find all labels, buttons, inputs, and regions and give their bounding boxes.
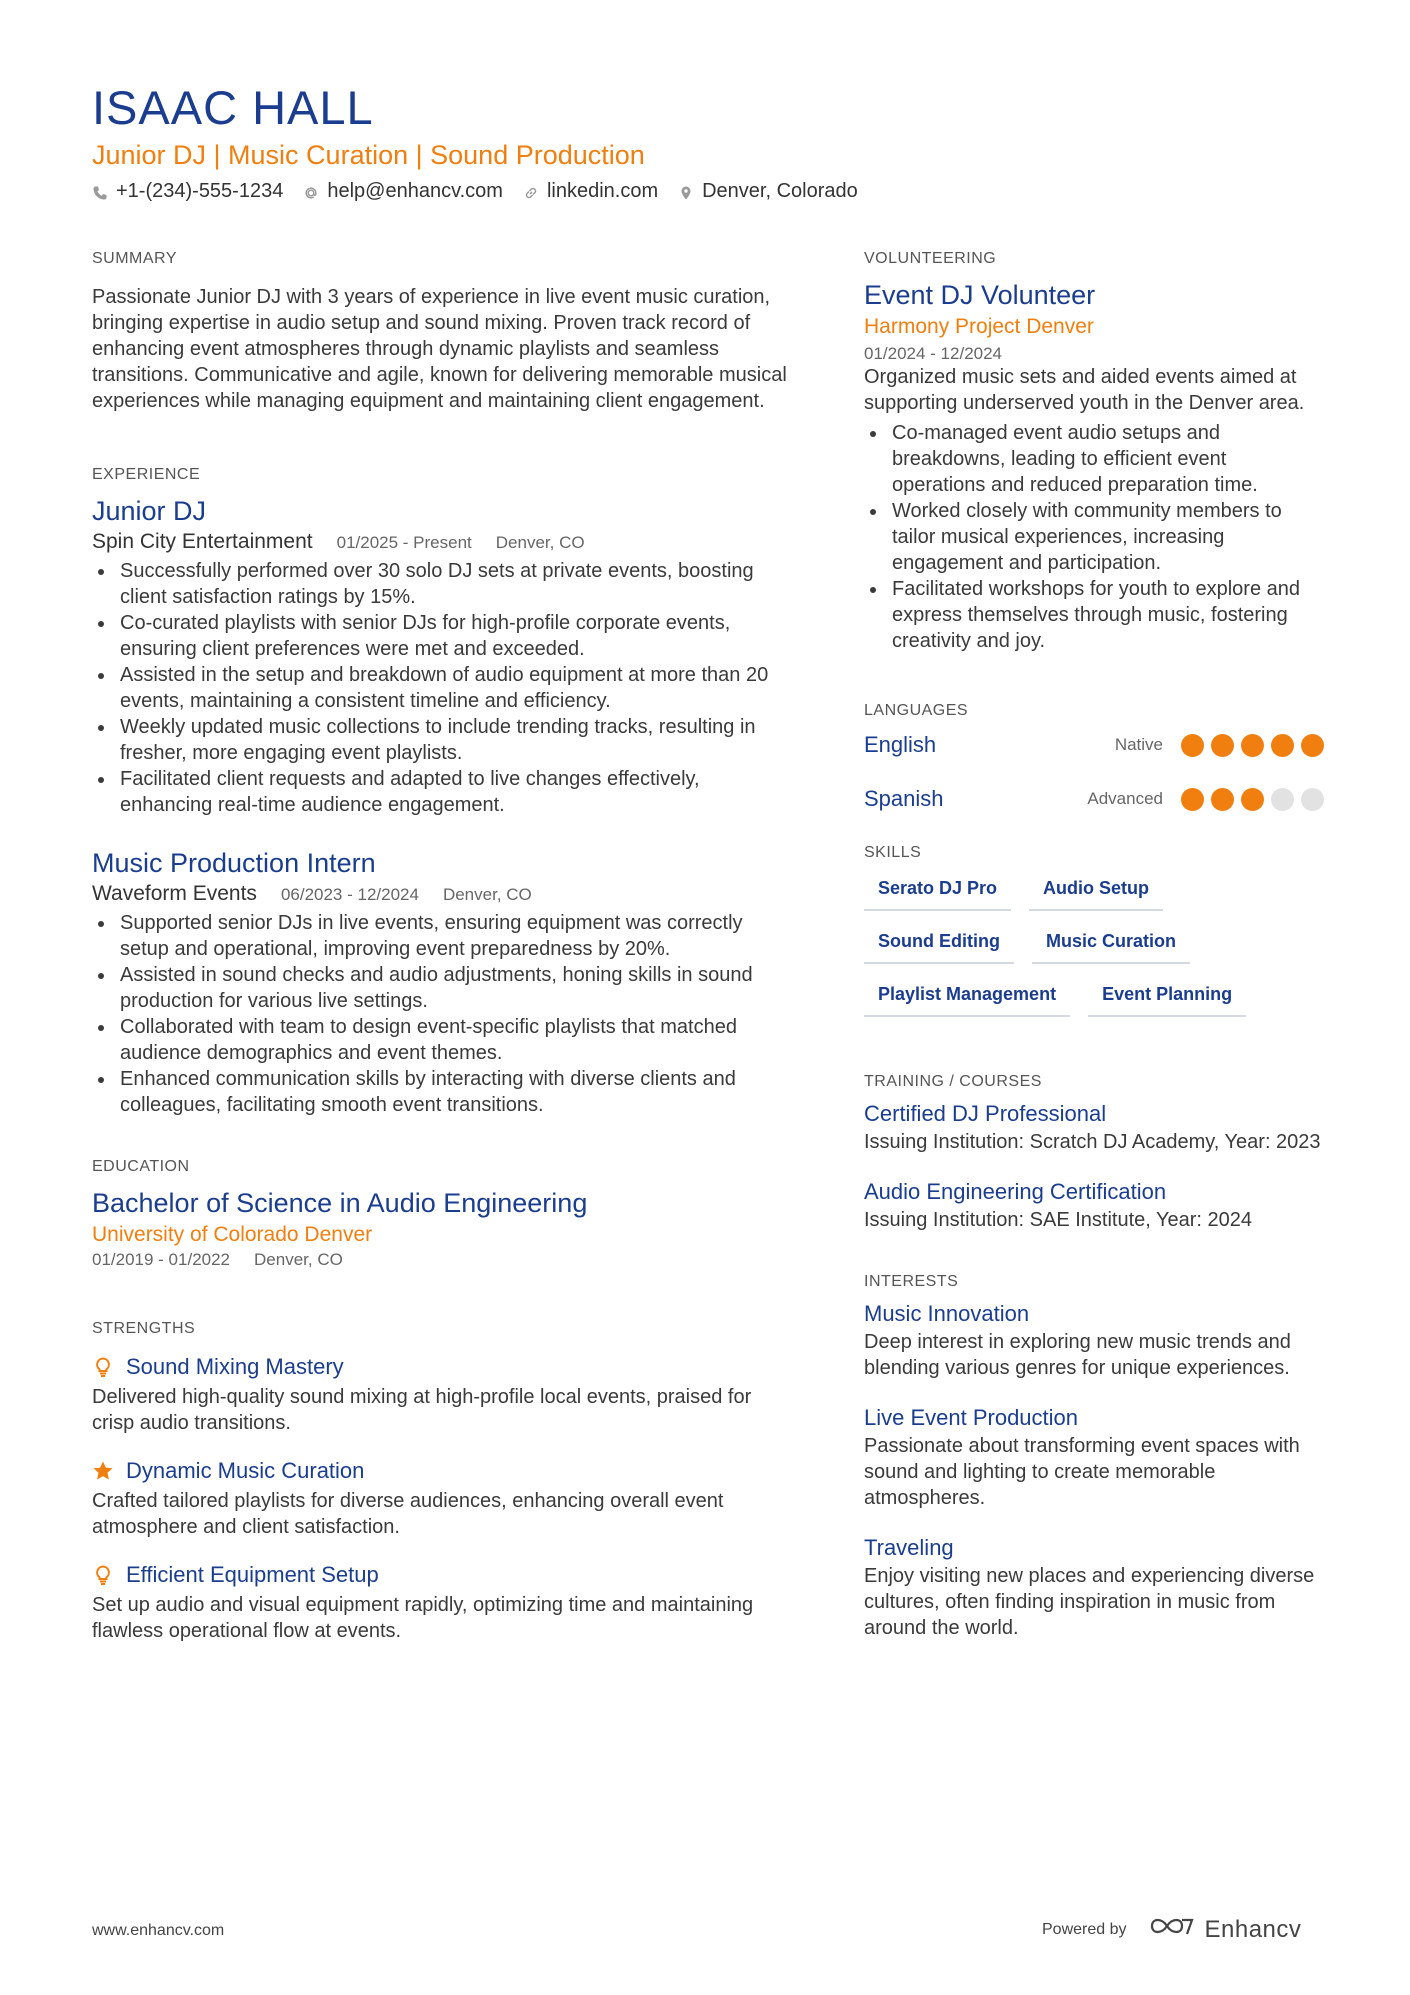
section-title-summary: SUMMARY bbox=[92, 250, 177, 267]
section-title-interests: INTERESTS bbox=[864, 1273, 959, 1290]
contact-linkedin-text: linkedin.com bbox=[546, 180, 659, 202]
rating-dot-filled bbox=[1181, 788, 1204, 811]
bullet-item: Worked closely with community members to tailor musical experiences, increasing engagement and participation. bbox=[864, 498, 1324, 576]
bullet-item: Supported senior DJs in live events, ensuring equipment was correctly setup and operational, improving event preparedness by 20%. bbox=[92, 910, 792, 962]
lightbulb-icon bbox=[92, 1564, 114, 1586]
bullet-item: Co-curated playlists with senior DJs for high-profile corporate events, ensuring client preferences were met and exceeded. bbox=[92, 610, 792, 662]
strength-title: Efficient Equipment Setup bbox=[126, 1562, 379, 1587]
volunteer-dates: 01/2024 - 12/2024 bbox=[864, 344, 1003, 363]
strength-title: Sound Mixing Mastery bbox=[126, 1354, 344, 1379]
contact-row bbox=[92, 180, 858, 203]
strength-text: Set up audio and visual equipment rapidly, optimizing time and maintaining flawless operational flow at events. bbox=[92, 1594, 754, 1642]
rating-dot-filled bbox=[1271, 734, 1294, 757]
strength-item bbox=[92, 1562, 792, 1644]
section-title-strengths: STRENGTHS bbox=[92, 1320, 196, 1337]
summary-section bbox=[92, 250, 792, 414]
interest-title: Music Innovation bbox=[864, 1301, 1030, 1326]
footer-branding bbox=[1042, 1912, 1301, 1947]
section-title-languages: LANGUAGES bbox=[864, 702, 969, 719]
bullet-item: Enhanced communication skills by interacting with diverse clients and colleagues, facilitating smooth event transitions. bbox=[92, 1066, 792, 1118]
job-bullets bbox=[92, 910, 792, 1118]
training-text: Issuing Institution: Scratch DJ Academy, Year: 2023 bbox=[864, 1131, 1321, 1153]
training-section bbox=[864, 1073, 1324, 1233]
skill-tag: Music Curation bbox=[1032, 931, 1190, 964]
headline: Junior DJ | Music Curation | Sound Production bbox=[92, 140, 645, 170]
strength-text: Delivered high-quality sound mixing at high-profile local events, praised for crisp audio transitions. bbox=[92, 1386, 752, 1434]
skill-tag: Event Planning bbox=[1088, 984, 1246, 1017]
languages-section bbox=[864, 702, 1324, 816]
bullet-item: Co-managed event audio setups and breakdowns, leading to efficient event operations and reduced preparation time. bbox=[864, 420, 1324, 498]
interest-item bbox=[864, 1533, 1324, 1641]
brand-name: Enhancv bbox=[1204, 1915, 1302, 1943]
strength-header bbox=[92, 1562, 792, 1588]
strengths-section bbox=[92, 1320, 792, 1644]
contact-linkedin[interactable] bbox=[523, 180, 658, 203]
rating-dot-filled bbox=[1211, 734, 1234, 757]
volunteer-role: Event DJ Volunteer bbox=[864, 280, 1096, 310]
job-location: Denver, CO bbox=[495, 533, 585, 552]
bullet-item: Assisted in the setup and breakdown of audio equipment at more than 20 events, maintaining a consistent timeline and efficiency. bbox=[92, 662, 792, 714]
training-item bbox=[864, 1099, 1324, 1155]
bullet-item: Facilitated workshops for youth to explore and express themselves through music, fostering creativity and joy. bbox=[864, 576, 1324, 654]
bullet-item: Weekly updated music collections to include trending tracks, resulting in fresher, more engaging event playlists. bbox=[92, 714, 792, 766]
skills-section bbox=[864, 844, 1324, 1017]
rating-dot-empty bbox=[1301, 788, 1324, 811]
contact-location bbox=[678, 180, 858, 203]
experience-entry bbox=[92, 494, 792, 818]
language-rating bbox=[1181, 734, 1324, 757]
job-bullets bbox=[92, 558, 792, 818]
language-level: Native bbox=[1114, 735, 1163, 754]
bullet-item: Collaborated with team to design event-specific playlists that matched audience demographics and event themes. bbox=[92, 1014, 792, 1066]
right-column bbox=[864, 250, 1324, 1687]
footer-website[interactable]: www.enhancv.com bbox=[92, 1922, 225, 1939]
rating-dot-filled bbox=[1181, 734, 1204, 757]
company-name: Spin City Entertainment bbox=[92, 530, 313, 553]
section-title-skills: SKILLS bbox=[864, 844, 922, 861]
education-section bbox=[92, 1158, 792, 1270]
rating-dot-empty bbox=[1271, 788, 1294, 811]
bullet-item: Successfully performed over 30 solo DJ sets at private events, boosting client satisfaction ratings by 15%. bbox=[92, 558, 792, 610]
section-title-experience: EXPERIENCE bbox=[92, 466, 201, 483]
training-title: Certified DJ Professional bbox=[864, 1101, 1107, 1126]
bullet-item: Assisted in sound checks and audio adjustments, honing skills in sound production for various live settings. bbox=[92, 962, 792, 1014]
language-name: English bbox=[864, 732, 937, 757]
language-level: Advanced bbox=[1087, 789, 1163, 808]
volunteer-description: Organized music sets and aided events aimed at supporting underserved youth in the Denver area. bbox=[864, 366, 1305, 414]
training-title: Audio Engineering Certification bbox=[864, 1179, 1167, 1204]
section-title-volunteering: VOLUNTEERING bbox=[864, 250, 997, 267]
strength-title: Dynamic Music Curation bbox=[126, 1458, 365, 1483]
language-item bbox=[864, 782, 1324, 816]
candidate-name: ISAAC HALL bbox=[92, 81, 374, 134]
education-meta bbox=[92, 1250, 792, 1270]
skill-tag: Audio Setup bbox=[1029, 878, 1163, 911]
brand-logo[interactable] bbox=[1149, 1912, 1302, 1947]
language-item bbox=[864, 728, 1324, 762]
rating-dot-filled bbox=[1241, 734, 1264, 757]
job-dates: 01/2025 - Present bbox=[336, 533, 472, 552]
rating-dot-filled bbox=[1211, 788, 1234, 811]
company-name: Waveform Events bbox=[92, 882, 257, 905]
contact-phone[interactable] bbox=[92, 180, 283, 203]
school-name: University of Colorado Denver bbox=[92, 1223, 373, 1246]
job-meta bbox=[92, 882, 792, 906]
interest-title: Traveling bbox=[864, 1535, 954, 1560]
powered-by-label: Powered by bbox=[1042, 1920, 1127, 1938]
interests-section bbox=[864, 1273, 1324, 1641]
job-dates: 06/2023 - 12/2024 bbox=[280, 885, 419, 904]
interest-item bbox=[864, 1403, 1324, 1511]
rating-dot-filled bbox=[1241, 788, 1264, 811]
interest-text: Deep interest in exploring new music trends and blending various genres for unique experiences. bbox=[864, 1331, 1291, 1379]
strength-header bbox=[92, 1458, 792, 1484]
volunteering-section bbox=[864, 250, 1324, 654]
phone-icon bbox=[92, 184, 108, 200]
language-rating bbox=[1181, 788, 1324, 811]
section-title-education: EDUCATION bbox=[92, 1158, 190, 1175]
job-meta bbox=[92, 530, 792, 554]
strength-header bbox=[92, 1354, 792, 1380]
job-title: Junior DJ bbox=[92, 496, 207, 526]
bullet-item: Facilitated client requests and adapted to live changes effectively, enhancing real-time audience engagement. bbox=[92, 766, 792, 818]
contact-location-text: Denver, Colorado bbox=[702, 180, 858, 202]
degree-title: Bachelor of Science in Audio Engineering bbox=[92, 1188, 588, 1218]
training-text: Issuing Institution: SAE Institute, Year: 2024 bbox=[864, 1209, 1253, 1231]
strength-item bbox=[92, 1354, 792, 1436]
training-item bbox=[864, 1177, 1324, 1233]
skill-tag: Serato DJ Pro bbox=[864, 878, 1011, 911]
education-dates: 01/2019 - 01/2022 bbox=[92, 1250, 231, 1269]
skill-tag: Sound Editing bbox=[864, 931, 1014, 964]
rating-dot-filled bbox=[1301, 734, 1324, 757]
experience-entry bbox=[92, 846, 792, 1118]
star-icon bbox=[92, 1460, 114, 1482]
left-column bbox=[92, 250, 792, 1690]
experience-section bbox=[92, 466, 792, 1118]
interest-text: Enjoy visiting new places and experiencing diverse cultures, often finding inspiration in music from around the world. bbox=[864, 1565, 1315, 1639]
summary-text: Passionate Junior DJ with 3 years of experience in live event music curation, bringing expertise in audio setup and sound mixing. Proven track record of enhancing event atmospheres through dynamic playlists and seamless transitions. Communicative and agile, known for delivering memorable musical experiences while managing equipment and maintaining client engagement. bbox=[92, 286, 787, 412]
enhancv-logo-icon bbox=[1149, 1912, 1195, 1947]
link-icon bbox=[523, 184, 539, 200]
language-name: Spanish bbox=[864, 786, 944, 811]
volunteer-org: Harmony Project Denver bbox=[864, 315, 1094, 338]
at-icon bbox=[303, 184, 319, 200]
job-title: Music Production Intern bbox=[92, 848, 376, 878]
skill-tag: Playlist Management bbox=[864, 984, 1070, 1017]
interest-text: Passionate about transforming event spaces with sound and lighting to create memorable atmospheres. bbox=[864, 1435, 1300, 1509]
volunteer-bullets bbox=[864, 420, 1324, 654]
language-list bbox=[864, 728, 1324, 816]
strength-text: Crafted tailored playlists for diverse audiences, enhancing overall event atmosphere and client satisfaction. bbox=[92, 1490, 724, 1538]
strength-item bbox=[92, 1458, 792, 1540]
interest-title: Live Event Production bbox=[864, 1405, 1079, 1430]
contact-email[interactable] bbox=[303, 180, 503, 203]
education-location: Denver, CO bbox=[254, 1250, 343, 1269]
lightbulb-icon bbox=[92, 1356, 114, 1378]
location-pin-icon bbox=[678, 184, 694, 200]
interest-item bbox=[864, 1299, 1324, 1381]
skills-list bbox=[864, 878, 1324, 1017]
contact-email-text: help@enhancv.com bbox=[327, 180, 503, 202]
job-location: Denver, CO bbox=[442, 885, 532, 904]
contact-phone-text: +1-(234)-555-1234 bbox=[116, 180, 284, 202]
section-title-training: TRAINING / COURSES bbox=[864, 1073, 1042, 1090]
